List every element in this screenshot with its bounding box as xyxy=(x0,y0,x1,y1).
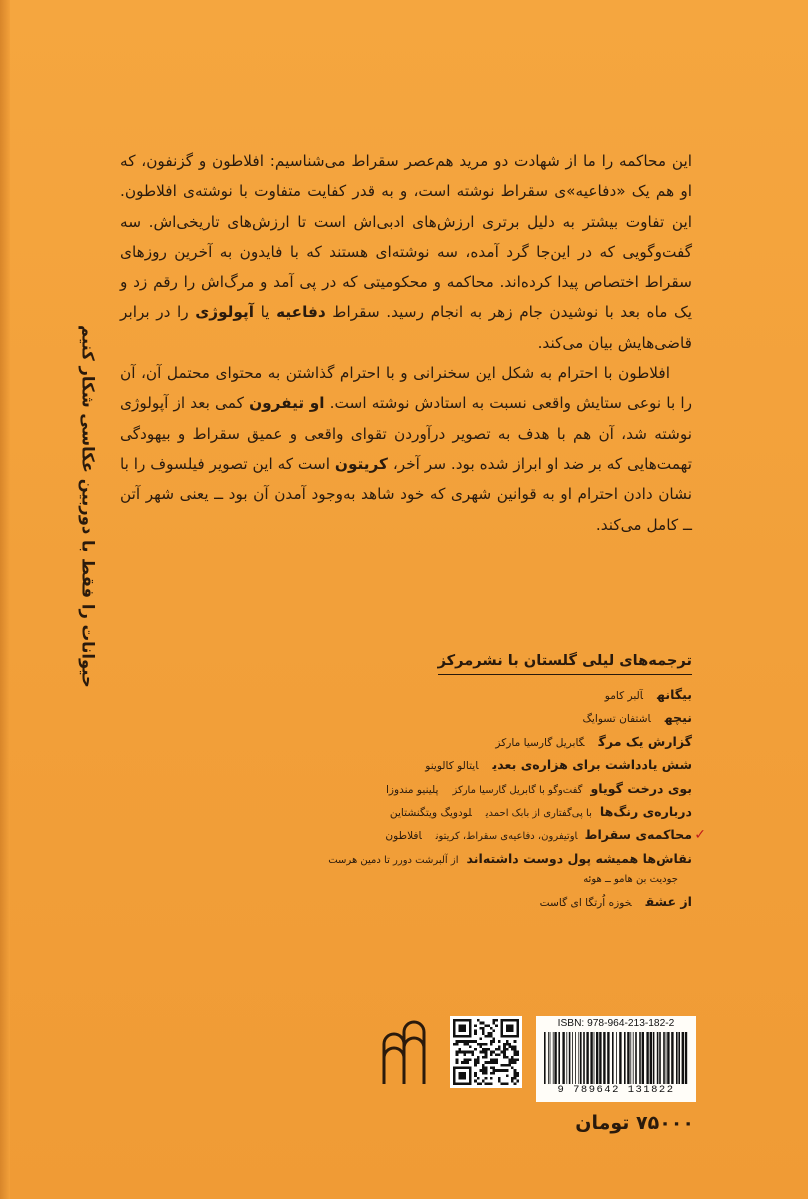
spine-tagline xyxy=(48,232,128,780)
qr-code-icon xyxy=(450,1016,522,1088)
binding-edge xyxy=(0,0,10,1199)
book-title: گزارش یک مرگ xyxy=(598,733,692,749)
book-title: بیگانه xyxy=(657,687,692,702)
book-subtitle: گفت‌وگو با گابریل گارسیا مارکز xyxy=(452,784,583,796)
book-title: نقاش‌ها همیشه پول دوست داشته‌اند xyxy=(466,850,692,866)
book-subtitle: اوتیفرون، دفاعیه‌ی سقراط، کریتون xyxy=(435,831,578,843)
book-item xyxy=(330,800,692,823)
book-author: ایتالو کالوینو xyxy=(425,760,479,773)
book-title: از عشق xyxy=(645,894,692,910)
book-author: گابریل گارسیا مارکز xyxy=(495,736,585,749)
book-item xyxy=(330,730,692,753)
nashr-markaz-logo-icon xyxy=(380,1014,428,1086)
translations-list xyxy=(328,650,706,914)
book-item xyxy=(330,683,692,706)
ean-number: 9 789642 131822 xyxy=(557,1084,675,1096)
book-subtitle: از آلبرشت دورر تا دمین هرست xyxy=(328,854,459,866)
barcode-icon xyxy=(536,1016,696,1102)
book-author: اشتفان تسوایگ xyxy=(582,713,651,726)
book-author: خوزه اُرتگا ای گاست xyxy=(539,897,632,910)
book-author: پلینیو مندوزا xyxy=(385,783,439,796)
book-item-current xyxy=(330,823,706,846)
book-item xyxy=(330,890,692,913)
book-author: لودویگ ویتگنشتاین xyxy=(389,806,472,819)
blurb-paragraph-2: افلاطون با احترام به شکل این سخنرانی و با احترام گذاشتن به محتوای محتمل آن، آن را با نوعی ستایش واقعی نسبت به استادش نوشته است. او تیفرون کمی بعد از آپولوژی نوشته شد، آن هم با هدف به تصویر درآوردن تقوای واقعی و عمیق سقراط و بیهودگی تهمت‌هایی که بر ضد او ابراز شده بود. سر آخر، کریتون است که این تصویر فیلسوف را با نشان دادن احترام او به قوانین شهری که خود شاهد به‌وجود آمدن آن بود ــ یعنی شهر آتن ــ کامل می‌کند. xyxy=(120,364,692,534)
blurb-paragraph-1: این محاکمه را ما از شهادت دو مرید هم‌عصر سقراط می‌شناسیم: افلاطون و گزنفون، که او هم یک «دفاعیه»ی سقراط نوشته است، و به قدر کفایت متفاوت با نوشته‌ی افلاطون. این تفاوت بیشتر به دلیل برتری ارزش‌های ادبی‌اش است تا ارزش‌های تاریخی‌اش. سه گفت‌وگویی که در این‌جا گرد آمده، سه نوشته‌ای هستند که با فایدون به آخرین روزهای سقراط اختصاص پیدا کرده‌اند. محاکمه و محکومیتی که در پی آمد و مرگ‌اش را رقم زد و یک ماه بعد با نوشیدن جام زهر به انجام رسید. سقراط دفاعیه یا آپولوژی را در برابر قاضی‌هایش بیان می‌کند. xyxy=(120,152,692,352)
checkmark-icon: ✓ xyxy=(694,827,706,844)
blurb-text xyxy=(120,146,692,540)
book-subtitle: با پی‌گفتاری از بابک احمدی xyxy=(485,807,592,819)
book-item xyxy=(330,706,692,729)
book-author: جودیت بن هامو ــ هوئه xyxy=(583,874,678,886)
term-apology: آپولوژی xyxy=(195,303,254,322)
translations-heading: ترجمه‌های لیلی گلستان با نشرمرکز xyxy=(438,652,692,675)
book-author: آلبر کامو xyxy=(604,690,644,702)
book-title: نیچه xyxy=(664,710,692,726)
book-title: درباره‌ی رنگ‌ها xyxy=(599,803,692,819)
book-item xyxy=(330,777,692,800)
spine-tagline-text: حیوانات را فقط با دوربین عکاسی شکار کنیم xyxy=(78,324,98,688)
book-title: شش یادداشت برای هزاره‌ی بعدی xyxy=(492,757,692,773)
book-item xyxy=(330,753,692,776)
book-title: بوی درخت گویاو xyxy=(590,780,692,796)
term-dafaieh: دفاعیه xyxy=(276,303,326,322)
book-item xyxy=(330,847,692,870)
isbn-label: ISBN: 978-964-213-182-2 xyxy=(557,1018,675,1029)
price-label: ۷۵۰۰۰ تومان xyxy=(575,1112,694,1134)
book-author: افلاطون xyxy=(385,830,422,843)
term-euthyphro: او تیفرون xyxy=(249,394,325,413)
book-title: محاکمه‌ی سقراط xyxy=(585,827,692,843)
term-crito: کریتون xyxy=(334,454,388,473)
